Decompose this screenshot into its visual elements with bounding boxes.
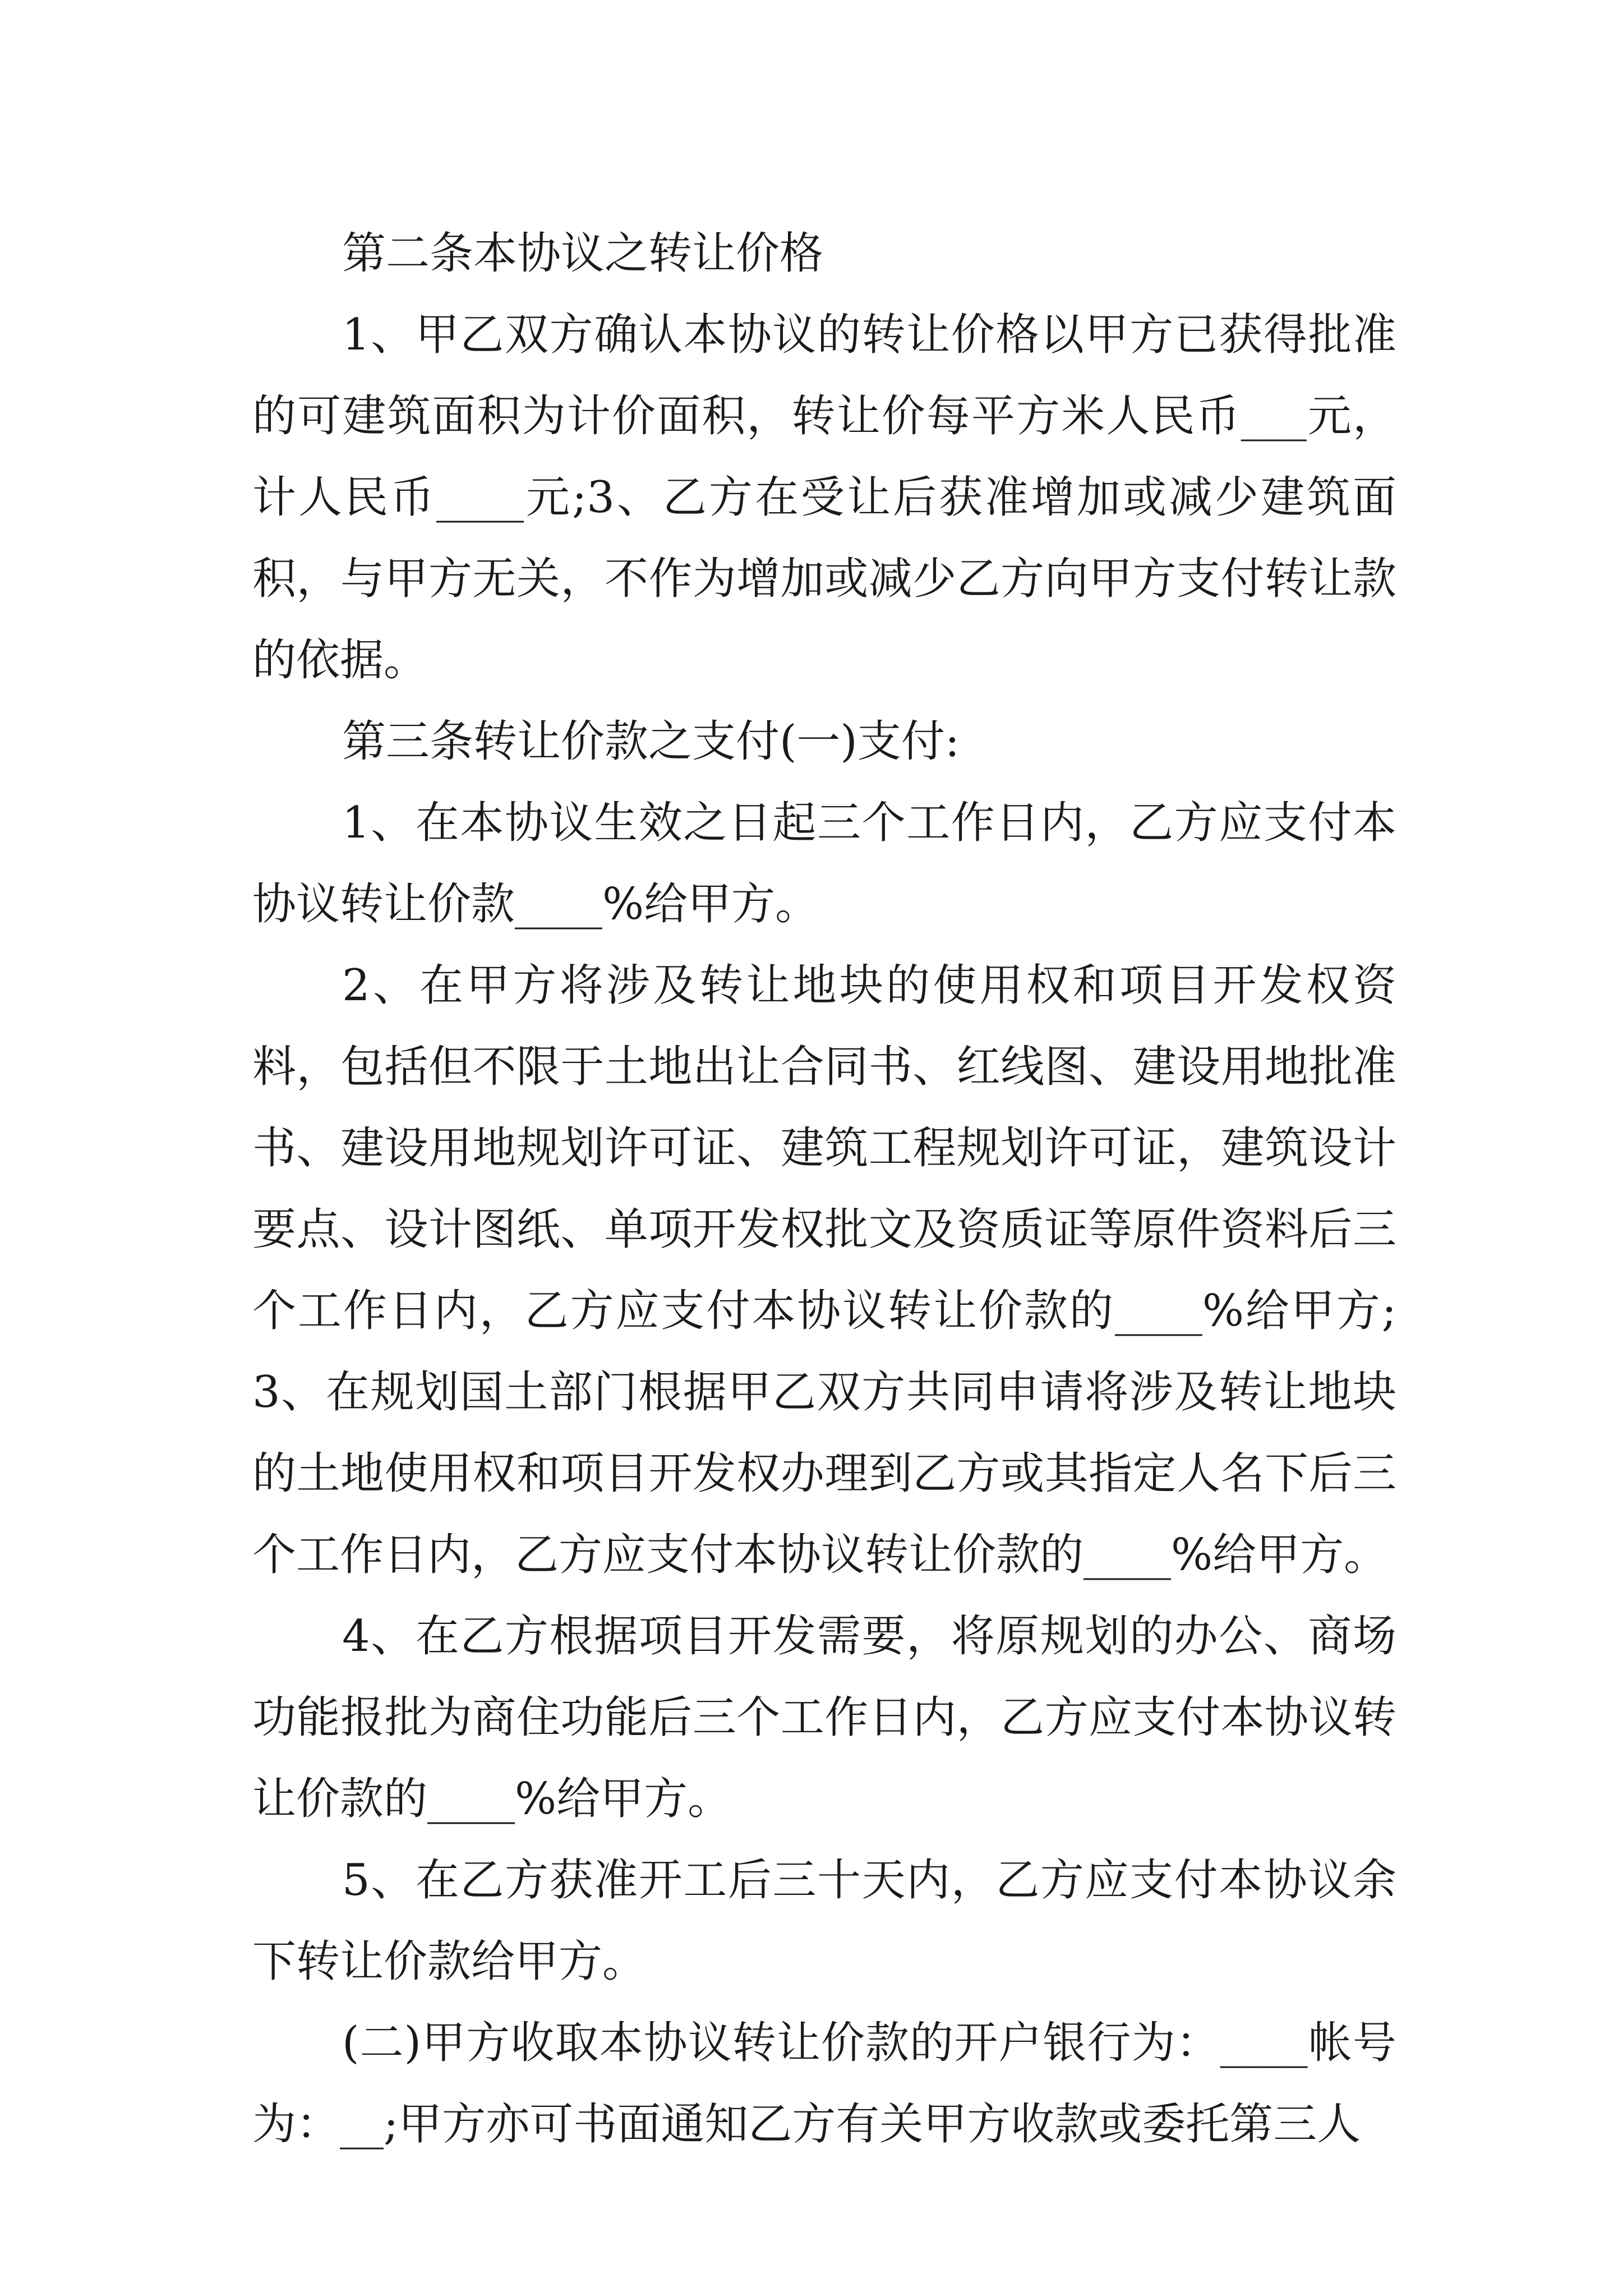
paragraph-payment-4: 4、在乙方根据项目开发需要，将原规划的办公、商场功能报批为商住功能后三个工作日内，乙方应支付本协议转让价款的____%给甲方。	[252, 1611, 1396, 1824]
document-body	[252, 213, 1396, 2165]
paragraph-price-terms: 1、甲乙双方确认本协议的转让价格以甲方已获得批准的可建筑面积为计价面积，转让价每平方米人民币___元，计人民币____元;3、乙方在受让后获准增加或减少建筑面积，与甲方无关，不作为增加或减少乙方向甲方支付转让款的依据。	[252, 310, 1396, 685]
paragraph-bank-account: (二)甲方收取本协议转让价款的开户银行为：____帐号为：__;甲方亦可书面通知乙方有关甲方收款或委托第三人	[252, 2018, 1396, 2150]
paragraph-payment-5: 5、在乙方获准开工后三十天内，乙方应支付本协议余下转让价款给甲方。	[252, 1855, 1396, 1987]
paragraph-payment-1: 1、在本协议生效之日起三个工作日内，乙方应支付本协议转让价款____%给甲方。	[252, 798, 1396, 930]
article-2-heading: 第二条本协议之转让价格	[342, 228, 824, 279]
article-3-heading: 第三条转让价款之支付(一)支付:	[342, 716, 960, 767]
paragraph-payment-2-3: 2、在甲方将涉及转让地块的使用权和项目开发权资料，包括但不限于土地出让合同书、红线图、建设用地批准书、建设用地规划许可证、建筑工程规划许可证，建筑设计要点、设计图纸、单项开发权批文及资质证等原件资料后三个工作日内，乙方应支付本协议转让价款的____%给甲方;3、在规划国土部门根据甲乙双方共同申请将涉及转让地块的土地使用权和项目开发权办理到乙方或其指定人名下后三个工作日内，乙方应支付本协议转让价款的____%给甲方。	[252, 960, 1396, 1580]
